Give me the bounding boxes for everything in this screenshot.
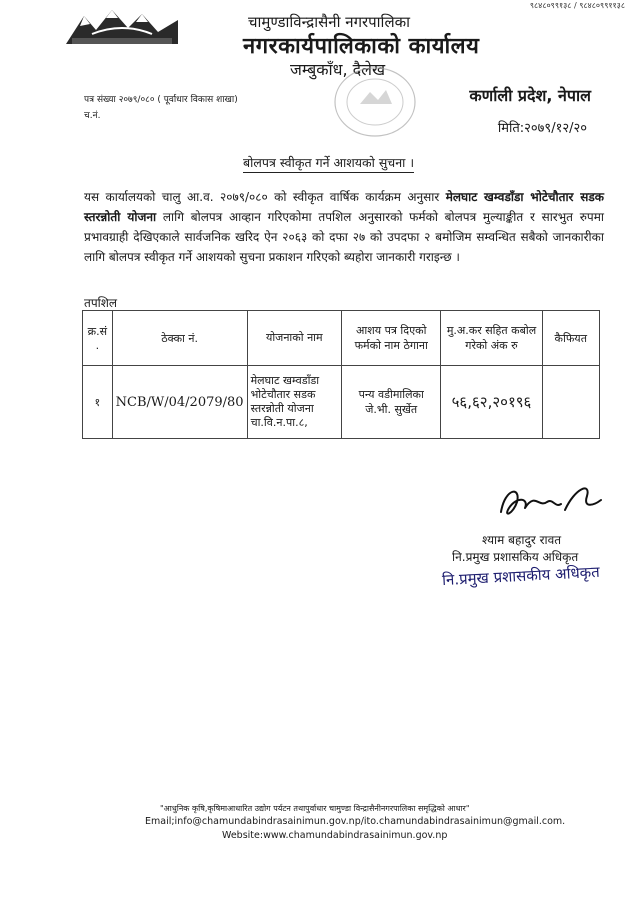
cell-bidder: पन्य वडीमालिका जे.भी. सुर्खेत xyxy=(341,366,441,439)
table-row xyxy=(83,366,600,439)
province-name: कर्णाली प्रदेश, नेपाल xyxy=(469,86,591,105)
table-header-row xyxy=(83,311,600,366)
office-location: जम्बुकाँध, दैलेख xyxy=(290,60,386,79)
notice-body-part1: यस कार्यालयको चालु आ.व. २०७९/०८० को स्वीकृत वार्षिक कार्यक्रम अनुसार xyxy=(84,190,446,204)
footer-tagline: "आधुनिक कृषि,कृषिमाआधारित उद्योग पर्यटन तथापुर्वाधार चामुण्डा विन्द्रासैनीनगरपालिका समृद्धिको आधार" xyxy=(160,804,470,813)
handwritten-signature xyxy=(495,478,605,526)
award-table xyxy=(82,310,600,439)
cell-serial: १ xyxy=(83,366,113,439)
notice-body xyxy=(84,187,604,267)
cell-contract-no: NCB/W/04/2079/80 xyxy=(112,366,247,439)
col-contract-header: ठेक्का नं. xyxy=(112,311,247,366)
phone-numbers: ९८४८०९९१३८ / ९८४८०९९११३८ xyxy=(529,1,625,10)
notice-project-name: मेलघाट खम्वडाँडा भोटेचौतार सडक स्तरन्नोती योजना xyxy=(84,190,604,224)
footer-email: Email;info@chamundabindrasainimun.gov.np/ito.chamundabindrasainimun@gmail.com. xyxy=(145,816,566,827)
col-bidder-header: आशय पत्र दिएको फर्मको नाम ठेगाना xyxy=(341,311,441,366)
details-label: तपशिल xyxy=(84,296,118,310)
designation-stamp: नि.प्रमुख प्रशासकीय अधिकृत xyxy=(441,562,601,590)
col-amount-header: मु.अ.कर सहित कबोल गरेको अंक रु xyxy=(441,311,542,366)
municipality-name: चामुण्डाविन्द्रासैनी नगरपालिका xyxy=(248,13,411,31)
emblem-logo xyxy=(62,4,182,50)
notice-title: बोलपत्र स्वीकृत गर्ने आशयको सुचना । xyxy=(243,154,414,173)
signatory-name: श्याम बहादुर रावत xyxy=(482,533,562,547)
letter-number: पत्र संख्या २०७९/०८० ( पूर्वाधार विकास शाखा) xyxy=(84,95,238,105)
col-project-header: योजनाको नाम xyxy=(247,311,341,366)
col-remarks-header: कैफियत xyxy=(542,311,599,366)
cell-project: मेलघाट खम्वडाँडा भोटेचौतार सडक स्तरन्नोती योजना चा.वि.न.पा.८, xyxy=(247,366,341,439)
office-name: नगरकार्यपालिकाको कार्यालय xyxy=(243,34,480,59)
notice-body-part2: लागि बोलपत्र आव्हान गरिएकोमा तपशिल अनुसारको फर्मको बोलपत्र मुल्याङ्कीत र सारभुत रुपमा प्रभावग्राही देखिएकाले सार्वजनिक खरिद ऐन २०६३ को दफा २७ को उपदफा २ बमोजिम सम्वन्धित सबैको जानकारीका लागि बोलपत्र स्वीकृत गर्ने आशयको सुचना प्रकाशन गरिएको ब्यहोरा जानकारी गराइन्छ । xyxy=(84,210,605,264)
dispatch-number: च.नं. xyxy=(84,111,101,121)
office-seal xyxy=(330,64,420,140)
cell-amount: ५६,६२,२०१९६ xyxy=(441,366,542,439)
letter-date: मिति:२०७९/१२/२० xyxy=(497,121,587,136)
signatory-title: नि.प्रमुख प्रशासकिय अधिकृत xyxy=(452,550,579,564)
col-serial-header: क्र.सं . xyxy=(83,311,113,366)
footer-website: Website:www.chamundabindrasainimun.gov.np xyxy=(222,830,448,841)
cell-remarks xyxy=(542,366,599,439)
